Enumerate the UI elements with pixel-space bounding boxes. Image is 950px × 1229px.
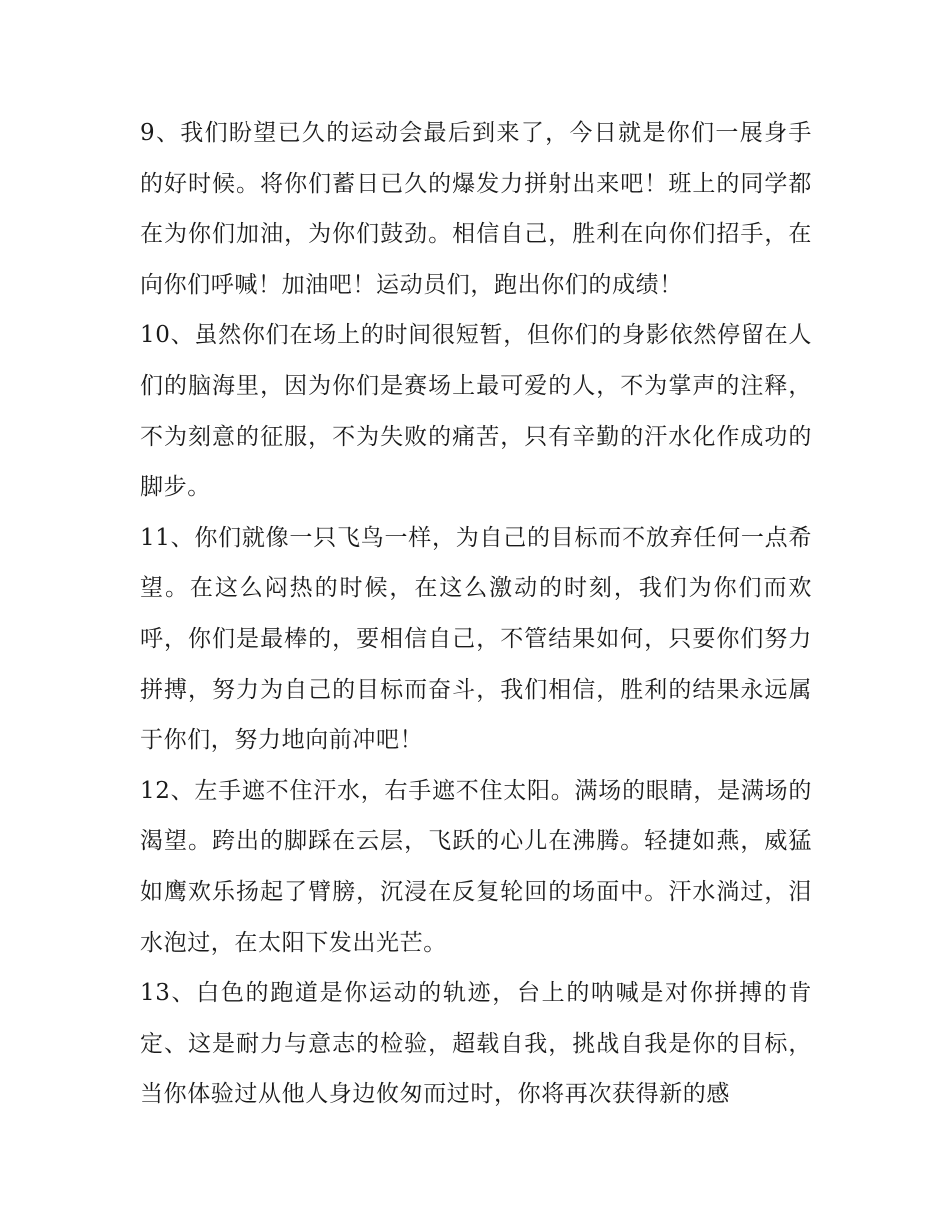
document-body <box>140 108 812 1120</box>
paragraph-13: 13、白色的跑道是你运动的轨迹，台上的呐喊是对你拼搏的肯定、这是耐力与意志的检验，超载自我，挑战自我是你的目标，当你体验过从他人身边攸匆而过时，你将再次获得新的感 <box>140 980 812 1108</box>
paragraph-9: 9、我们盼望已久的运动会最后到来了，今日就是你们一展身手的好时候。将你们蓄日已久的爆发力拼射出来吧！班上的同学都在为你们加油，为你们鼓劲。相信自己，胜利在向你们招手，在向你们呼喊！加油吧！运动员们，跑出你们的成绩！ <box>140 120 812 298</box>
paragraph-11: 11、你们就像一只飞鸟一样，为自己的目标而不放弃任何一点希望。在这么闷热的时候，在这么激动的时刻，我们为你们而欢呼，你们是最棒的，要相信自己，不管结果如何，只要你们努力拼搏，努力为自己的目标而奋斗，我们相信，胜利的结果永远属于你们，努力地向前冲吧！ <box>140 524 812 754</box>
paragraph-10: 10、虽然你们在场上的时间很短暂，但你们的身影依然停留在人们的脑海里，因为你们是赛场上最可爱的人，不为掌声的注释，不为刻意的征服，不为失败的痛苦，只有辛勤的汗水化作成功的脚步。 <box>140 322 812 501</box>
paragraph-12: 12、左手遮不住汗水，右手遮不住太阳。满场的眼睛，是满场的渴望。跨出的脚踩在云层，飞跃的心儿在沸腾。轻捷如燕，威猛如鹰欢乐扬起了臂膀，沉浸在反复轮回的场面中。汗水淌过，泪水泡过，在太阳下发出光芒。 <box>140 777 812 956</box>
